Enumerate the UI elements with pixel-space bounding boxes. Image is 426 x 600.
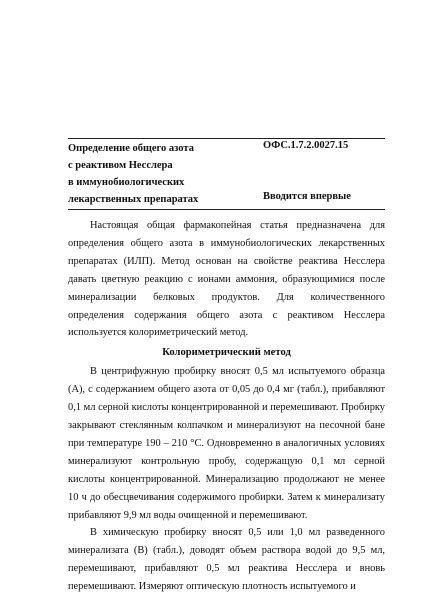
article-title-line-1: Определение общего азота [68,143,194,154]
header-top-rule [68,138,385,139]
article-title-line-2: с реактивом Несслера [68,160,173,171]
article-body [68,217,385,596]
article-title-line-3: в иммунобиологических [68,177,185,188]
intro-paragraph: Настоящая общая фармакопейная статья предназначена для определения общего азота в иммунобиологических лекарственных препаратах (ИЛП). Метод основан на свойстве реактива Несслера давать цветную реакцию с ионами аммония, образующимися после минерализации белковых продуктов. Для количественного определения содержания общего азота с реактивом Несслера используется колориметрический метод. [68,220,385,339]
article-status: Вводится впервые [263,191,351,202]
article-title [68,140,248,208]
method-paragraph-1: В центрифужную пробирку вносят 0,5 мл испытуемого образца (А), с содержанием общего азота от 0,05 до 0,4 мг (табл.), прибавляют 0,1 мл серной кислоты концентрированной и перемешивают. Пробирку закрывают стеклянным колпачком и минерализуют на песочной бане при температуре 190 – 210 °С. Одновременно в аналогичных условиях минерализуют контрольную пробу, содержащую 0,1 мл серной кислоты концентрированной. Минерализацию продолжают не менее 10 ч до обесцвечивания содержимого пробирки. Затем к минерализату прибавляют 9,9 мл воды очищенной и перемешивают. [68,366,385,521]
section-heading: Колориметрический метод [162,347,291,359]
method-paragraph-2: В химическую пробирку вносят 0,5 или 1,0 мл разведенного минерализата (В) (табл.), доводят объем раствора водой до 9,5 мл, перемешивают, прибавляют 0,5 мл реактива Несслера и вновь перемешивают. Измеряют оптическую плотность испытуемого и [68,527,385,593]
article-title-line-4: лекарственных препаратах [68,194,199,205]
article-code: ОФС.1.7.2.0027.15 [263,140,349,151]
header-bottom-rule [68,209,385,210]
